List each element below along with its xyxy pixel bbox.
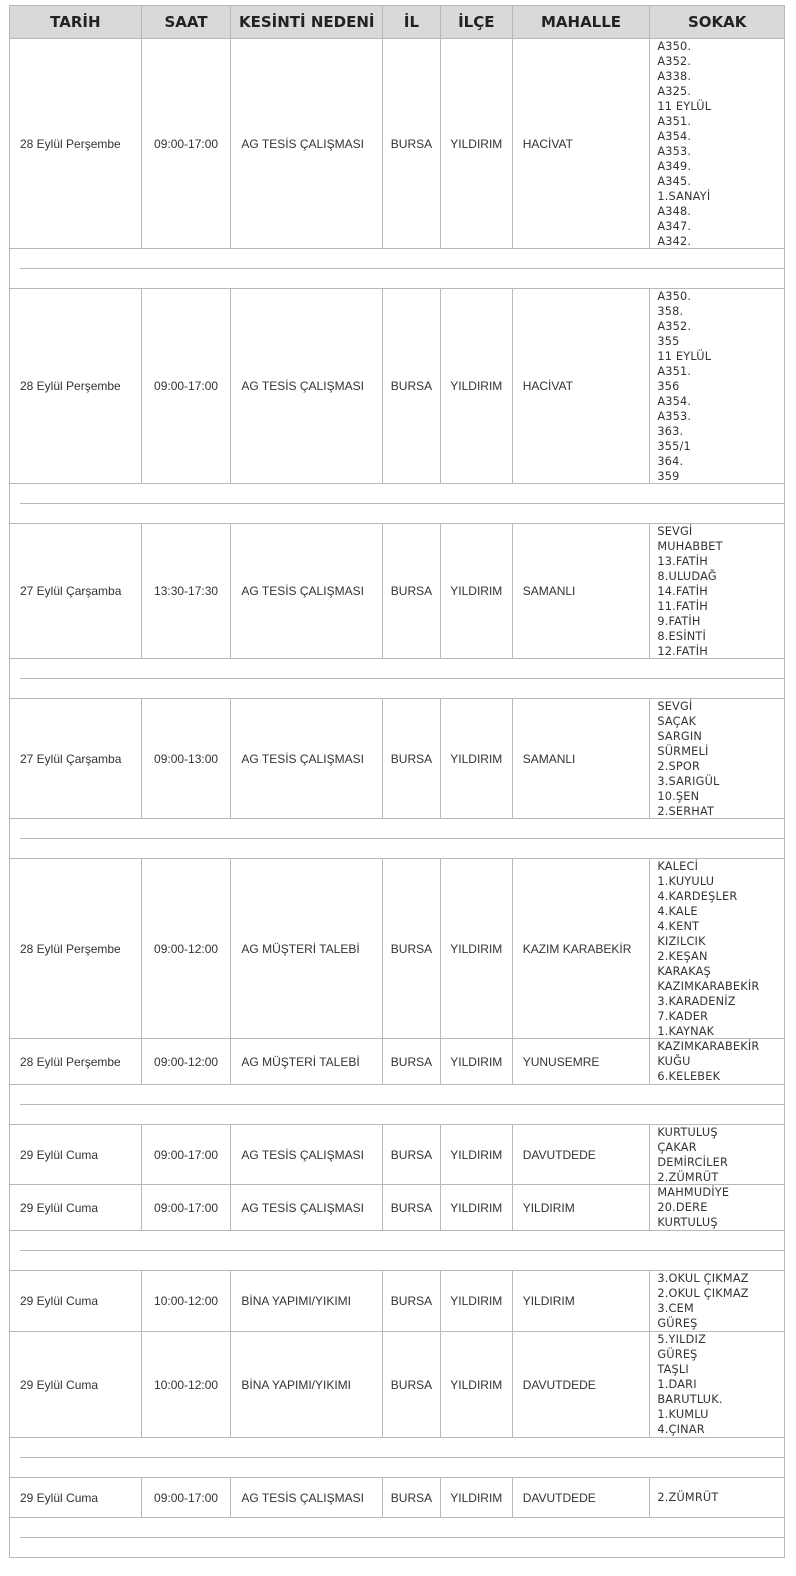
street-list	[657, 289, 784, 484]
cell-ilce: YILDIRIM	[441, 524, 513, 658]
table-row	[9, 859, 785, 1039]
header-ilce: İLÇE	[441, 6, 513, 38]
cell-saat: 13:30-17:30	[142, 524, 232, 658]
street-name: 355	[657, 335, 680, 348]
cell-kesinti-nedeni: BİNA YAPIMI/YIKIMI	[231, 1271, 383, 1331]
street-name: SARGIN	[657, 730, 703, 743]
street-name: KIZILCIK	[657, 935, 706, 948]
cell-mahalle: YILDIRIM	[513, 1185, 651, 1230]
cell-il: BURSA	[383, 1332, 441, 1437]
street-name: 10.ŞEN	[657, 790, 700, 803]
cell-ilce: YILDIRIM	[441, 699, 513, 818]
street-name: MAHMUDİYE	[657, 1186, 730, 1199]
street-name: 1.KUYULU	[657, 875, 715, 888]
cell-sokak	[650, 1039, 784, 1084]
cell-ilce: YILDIRIM	[441, 1185, 513, 1230]
cell-saat: 09:00-17:00	[142, 39, 232, 248]
separator-row	[9, 249, 785, 289]
cell-saat: 09:00-17:00	[142, 289, 232, 483]
street-name: 3.OKUL ÇIKMAZ	[657, 1272, 749, 1285]
street-name: 363.	[657, 425, 684, 438]
street-name: DEMİRCİLER	[657, 1156, 729, 1169]
table-header	[9, 5, 785, 39]
table-row	[9, 524, 785, 659]
cell-sokak	[650, 524, 784, 658]
separator-line	[20, 1537, 784, 1538]
cell-sokak	[650, 1185, 784, 1230]
street-name: 364.	[657, 455, 684, 468]
cell-sokak	[650, 39, 784, 248]
street-name: 13.FATİH	[657, 555, 708, 568]
street-name: 359	[657, 470, 680, 483]
table-row	[9, 289, 785, 484]
street-name: A349.	[657, 160, 692, 173]
cell-kesinti-nedeni: AG TESİS ÇALIŞMASI	[231, 524, 383, 658]
separator-line	[20, 1457, 784, 1458]
street-name: 1.DARI	[657, 1378, 697, 1391]
cell-kesinti-nedeni: AG TESİS ÇALIŞMASI	[231, 1185, 383, 1230]
street-name: A348.	[657, 205, 692, 218]
street-name: A350.	[657, 290, 692, 303]
cell-sokak	[650, 1332, 784, 1437]
cell-tarih: 29 Eylül Cuma	[10, 1185, 142, 1230]
street-name: KARAKAŞ	[657, 965, 711, 978]
cell-saat: 10:00-12:00	[142, 1271, 232, 1331]
street-name: KALECİ	[657, 860, 699, 873]
street-name: A351.	[657, 115, 692, 128]
table-row	[9, 1271, 785, 1332]
header-saat: SAAT	[142, 6, 232, 38]
cell-tarih: 29 Eylül Cuma	[10, 1332, 142, 1437]
street-name: MUHABBET	[657, 540, 723, 553]
cell-mahalle: DAVUTDEDE	[513, 1332, 651, 1437]
street-name: 3.CEM	[657, 1302, 694, 1315]
cell-mahalle: HACİVAT	[513, 39, 651, 248]
street-name: 2.SERHAT	[657, 805, 715, 818]
street-name: 11.FATİH	[657, 600, 708, 613]
cell-kesinti-nedeni: AG TESİS ÇALIŞMASI	[231, 39, 383, 248]
separator-row	[9, 819, 785, 859]
street-name: 9.FATİH	[657, 615, 701, 628]
cell-il: BURSA	[383, 1478, 441, 1517]
cell-il: BURSA	[383, 39, 441, 248]
cell-il: BURSA	[383, 1185, 441, 1230]
header-kesinti-nedeni: KESİNTİ NEDENİ	[231, 6, 383, 38]
cell-mahalle: SAMANLI	[513, 699, 651, 818]
street-name: A352.	[657, 55, 692, 68]
street-name: SÜRMELİ	[657, 745, 709, 758]
separator-line	[20, 678, 784, 679]
cell-tarih: 29 Eylül Cuma	[10, 1478, 142, 1517]
separator-row	[9, 1231, 785, 1271]
street-name: 356	[657, 380, 680, 393]
cell-tarih: 28 Eylül Perşembe	[10, 39, 142, 248]
street-name: 1.SANAYİ	[657, 190, 711, 203]
street-name: 3.KARADENİZ	[657, 995, 736, 1008]
cell-kesinti-nedeni: AG TESİS ÇALIŞMASI	[231, 1125, 383, 1184]
street-name: 2.OKUL ÇIKMAZ	[657, 1287, 749, 1300]
street-name: 355/1	[657, 440, 691, 453]
street-name: 2.KEŞAN	[657, 950, 708, 963]
street-name: 12.FATİH	[657, 645, 708, 658]
cell-kesinti-nedeni: AG MÜŞTERİ TALEBİ	[231, 859, 383, 1038]
street-list	[657, 859, 784, 1039]
cell-mahalle: SAMANLI	[513, 524, 651, 658]
cell-saat: 09:00-17:00	[142, 1185, 232, 1230]
street-name: KUĞU	[657, 1055, 691, 1068]
street-name: 11 EYLÜL	[657, 350, 712, 363]
cell-mahalle: YUNUSEMRE	[513, 1039, 651, 1084]
street-name: 14.FATİH	[657, 585, 708, 598]
street-name: KURTULUŞ	[657, 1216, 718, 1229]
separator-line	[20, 838, 784, 839]
street-list	[657, 1332, 784, 1437]
cell-ilce: YILDIRIM	[441, 1039, 513, 1084]
header-il: İL	[383, 6, 441, 38]
table-row	[9, 1478, 785, 1518]
header-tarih: TARİH	[10, 6, 142, 38]
cell-sokak	[650, 1125, 784, 1184]
street-name: 4.KALE	[657, 905, 698, 918]
street-name: 20.DERE	[657, 1201, 708, 1214]
cell-il: BURSA	[383, 289, 441, 483]
cell-mahalle: YILDIRIM	[513, 1271, 651, 1331]
street-name: SEVGİ	[657, 525, 693, 538]
table-row	[9, 39, 785, 249]
street-name: ÇAKAR	[657, 1141, 697, 1154]
header-mahalle: MAHALLE	[513, 6, 651, 38]
cell-saat: 09:00-12:00	[142, 1039, 232, 1084]
street-list	[657, 699, 784, 819]
street-name: 358.	[657, 305, 684, 318]
cell-ilce: YILDIRIM	[441, 39, 513, 248]
table-row	[9, 1332, 785, 1438]
separator-line	[20, 503, 784, 504]
street-list	[657, 1490, 718, 1505]
street-name: SAÇAK	[657, 715, 697, 728]
street-name: KAZIMKARABEKİR	[657, 1040, 760, 1053]
separator-row	[9, 1085, 785, 1125]
cell-kesinti-nedeni: AG TESİS ÇALIŞMASI	[231, 289, 383, 483]
cell-mahalle: KAZIM KARABEKİR	[513, 859, 651, 1038]
street-name: GÜREŞ	[657, 1317, 698, 1330]
street-name: KAZIMKARABEKİR	[657, 980, 760, 993]
cell-il: BURSA	[383, 524, 441, 658]
cell-saat: 09:00-12:00	[142, 859, 232, 1038]
street-list	[657, 524, 784, 659]
street-name: 6.KELEBEK	[657, 1070, 721, 1083]
street-list	[657, 39, 784, 249]
street-list	[657, 1271, 784, 1331]
cell-tarih: 29 Eylül Cuma	[10, 1125, 142, 1184]
table-body	[9, 39, 785, 1558]
street-name: TAŞLI	[657, 1363, 689, 1376]
street-name: 8.ESİNTİ	[657, 630, 707, 643]
cell-mahalle: HACİVAT	[513, 289, 651, 483]
table-row	[9, 1039, 785, 1085]
cell-ilce: YILDIRIM	[441, 1271, 513, 1331]
street-name: A353.	[657, 145, 692, 158]
table-row	[9, 1185, 785, 1231]
cell-ilce: YILDIRIM	[441, 1332, 513, 1437]
table-row	[9, 699, 785, 819]
cell-saat: 10:00-12:00	[142, 1332, 232, 1437]
cell-tarih: 28 Eylül Perşembe	[10, 289, 142, 483]
cell-kesinti-nedeni: BİNA YAPIMI/YIKIMI	[231, 1332, 383, 1437]
street-name: 8.ULUDAĞ	[657, 570, 717, 583]
street-name: A342.	[657, 235, 692, 248]
separator-row	[9, 1438, 785, 1478]
street-name: 4.KENT	[657, 920, 700, 933]
cell-sokak	[650, 859, 784, 1038]
cell-ilce: YILDIRIM	[441, 289, 513, 483]
separator-row	[9, 659, 785, 699]
street-name: 11 EYLÜL	[657, 100, 712, 113]
street-name: 3.SARIGÜL	[657, 775, 720, 788]
cell-ilce: YILDIRIM	[441, 1478, 513, 1517]
cell-il: BURSA	[383, 1039, 441, 1084]
street-name: GÜREŞ	[657, 1348, 698, 1361]
street-name: A353.	[657, 410, 692, 423]
cell-il: BURSA	[383, 699, 441, 818]
cell-il: BURSA	[383, 1271, 441, 1331]
separator-row	[9, 1518, 785, 1558]
separator-line	[20, 1250, 784, 1251]
separator-line	[20, 268, 784, 269]
street-list	[657, 1185, 784, 1230]
street-list	[657, 1039, 784, 1084]
cell-ilce: YILDIRIM	[441, 1125, 513, 1184]
cell-saat: 09:00-17:00	[142, 1478, 232, 1517]
cell-tarih: 28 Eylül Perşembe	[10, 1039, 142, 1084]
street-name: A347.	[657, 220, 692, 233]
street-name: A351.	[657, 365, 692, 378]
cell-kesinti-nedeni: AG TESİS ÇALIŞMASI	[231, 1478, 383, 1517]
street-name: A350.	[657, 40, 692, 53]
separator-row	[9, 484, 785, 524]
street-name: BARUTLUK.	[657, 1393, 723, 1406]
cell-mahalle: DAVUTDEDE	[513, 1478, 651, 1517]
street-name: A338.	[657, 70, 692, 83]
cell-saat: 09:00-13:00	[142, 699, 232, 818]
outage-table	[9, 5, 785, 1558]
street-name: 1.KUMLU	[657, 1408, 709, 1421]
street-name: SEVGİ	[657, 700, 693, 713]
cell-il: BURSA	[383, 859, 441, 1038]
table-row	[9, 1125, 785, 1185]
cell-sokak	[650, 1478, 784, 1517]
street-name: A325.	[657, 85, 692, 98]
header-sokak: SOKAK	[687, 13, 747, 31]
street-name: KURTULUŞ	[657, 1126, 718, 1139]
cell-il: BURSA	[383, 1125, 441, 1184]
street-name: A345.	[657, 175, 692, 188]
street-name: A354.	[657, 395, 692, 408]
cell-ilce: YILDIRIM	[441, 859, 513, 1038]
street-name: A352.	[657, 320, 692, 333]
street-name: A354.	[657, 130, 692, 143]
cell-sokak	[650, 699, 784, 818]
separator-line	[20, 1104, 784, 1105]
street-name: 1.KAYNAK	[657, 1025, 715, 1038]
cell-kesinti-nedeni: AG TESİS ÇALIŞMASI	[231, 699, 383, 818]
street-name: 4.ÇINAR	[657, 1423, 705, 1436]
cell-sokak	[650, 289, 784, 483]
street-name: 2.ZÜMRÜT	[657, 1171, 719, 1184]
street-name: 7.KADER	[657, 1010, 709, 1023]
street-name: 2.ZÜMRÜT	[657, 1491, 719, 1504]
cell-tarih: 28 Eylül Perşembe	[10, 859, 142, 1038]
cell-mahalle: DAVUTDEDE	[513, 1125, 651, 1184]
cell-kesinti-nedeni: AG MÜŞTERİ TALEBİ	[231, 1039, 383, 1084]
street-name: 4.KARDEŞLER	[657, 890, 738, 903]
street-name: 2.SPOR	[657, 760, 701, 773]
cell-tarih: 27 Eylül Çarşamba	[10, 524, 142, 658]
cell-sokak	[650, 1271, 784, 1331]
street-list	[657, 1125, 784, 1185]
cell-tarih: 27 Eylül Çarşamba	[10, 699, 142, 818]
cell-tarih: 29 Eylül Cuma	[10, 1271, 142, 1331]
street-name: 5.YILDIZ	[657, 1333, 707, 1346]
cell-saat: 09:00-17:00	[142, 1125, 232, 1184]
